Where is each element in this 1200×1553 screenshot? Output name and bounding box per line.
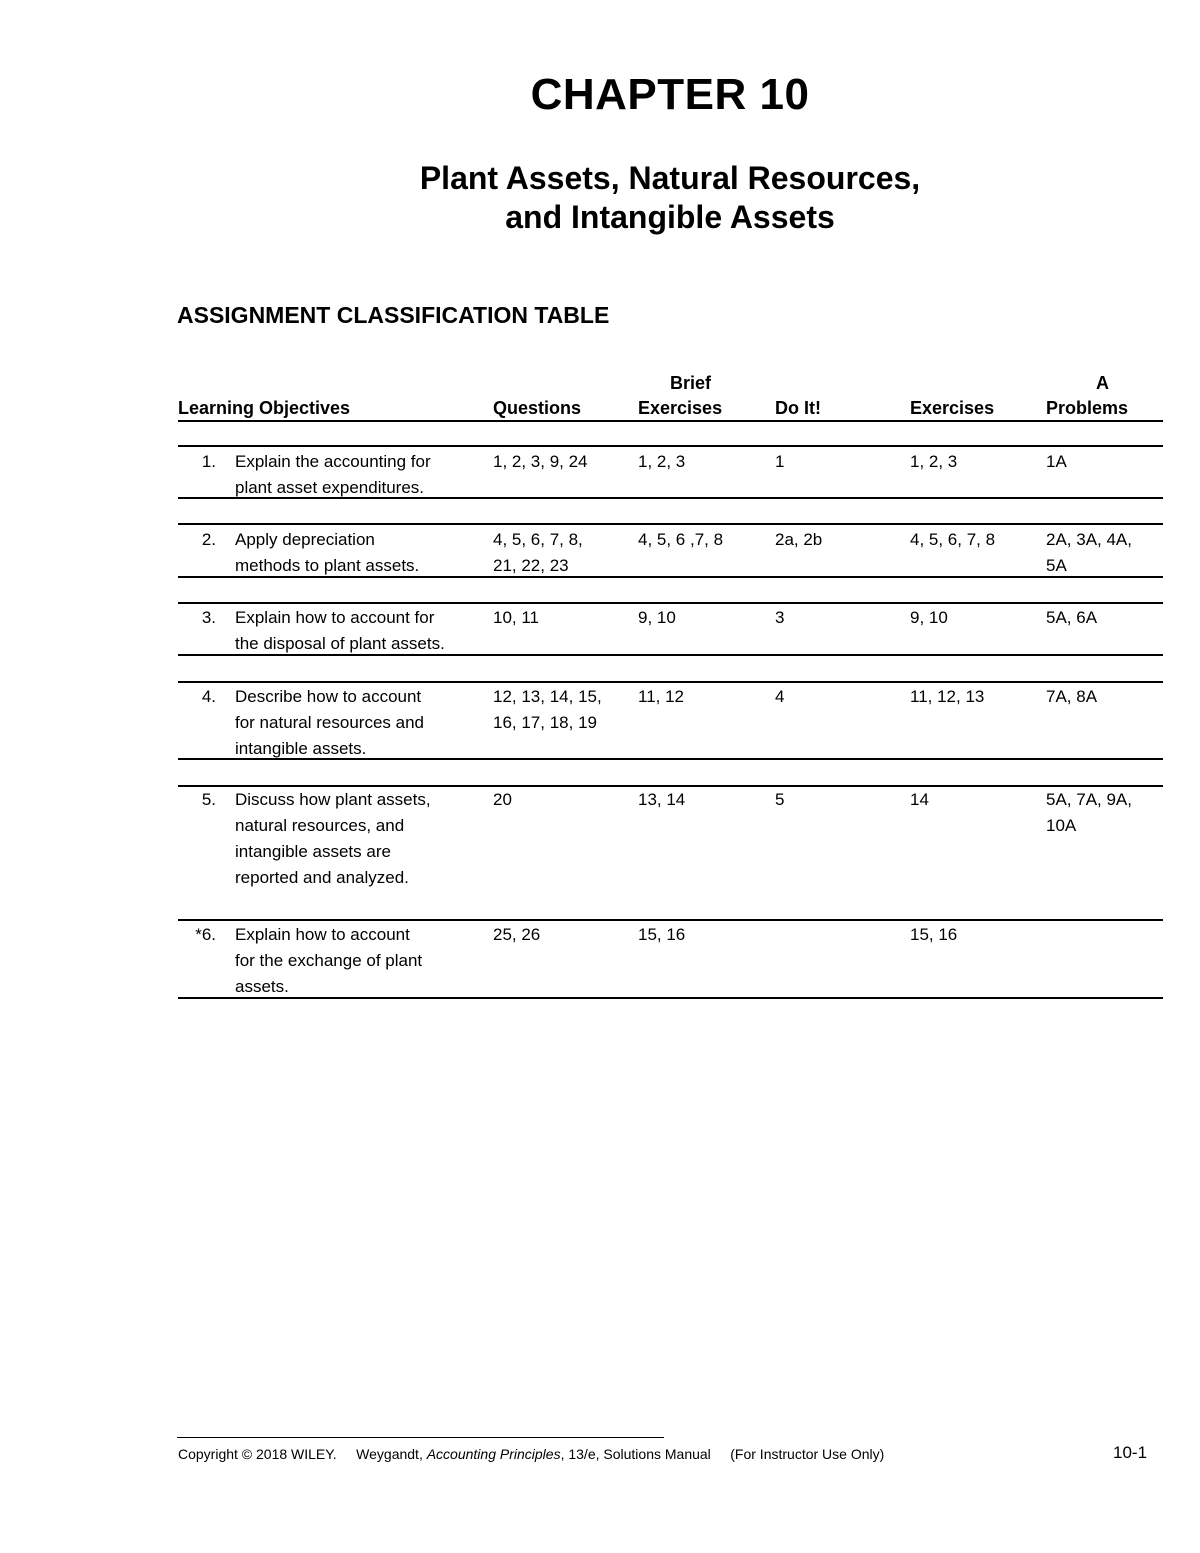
description-line: Explain the accounting for [235, 452, 431, 471]
cell-line: 11, 12 [638, 687, 685, 706]
row-rule [178, 523, 1163, 525]
objective-number: 4. [201, 687, 216, 706]
questions-cell [493, 605, 633, 631]
objective-description [235, 605, 485, 657]
header-brief-exercises: Exercises [638, 398, 723, 418]
cell-line: 1, 2, 3 [638, 452, 686, 471]
cell-line: 4, 5, 6 ,7, 8 [638, 530, 724, 549]
cell-line: 13, 14 [638, 790, 686, 809]
brief-exercises-cell [638, 605, 768, 631]
header-problems-top: A [1096, 373, 1109, 393]
exercises-cell [910, 527, 1040, 553]
brief-exercises-cell [638, 449, 768, 475]
problems-cell [1046, 787, 1161, 839]
footer-author: Weygandt, [356, 1446, 423, 1462]
brief-exercises-cell [638, 922, 768, 948]
section-heading: ASSIGNMENT CLASSIFICATION TABLE [177, 302, 610, 328]
description-line: for the exchange of plant [235, 951, 423, 970]
cell-line: 5A, 7A, 9A, [1046, 790, 1132, 809]
cell-line: 4 [775, 687, 785, 706]
cell-line: 5A, 6A [1046, 608, 1098, 627]
header-rule [178, 420, 1163, 422]
objective-description [235, 449, 485, 501]
cell-line: 25, 26 [493, 925, 541, 944]
page-number: 10-1 [1113, 1443, 1148, 1462]
exercises-cell [910, 449, 1040, 475]
objective-description [235, 787, 485, 891]
brief-exercises-cell [638, 527, 768, 553]
objective-description [235, 684, 485, 762]
questions-cell [493, 684, 633, 736]
cell-line: 9, 10 [910, 608, 948, 627]
chapter-subtitle-line-1: Plant Assets, Natural Resources, [419, 160, 921, 196]
brief-exercises-cell [638, 787, 768, 813]
description-line: intangible assets are [235, 842, 391, 861]
row-rule [178, 681, 1163, 683]
description-line: intangible assets. [235, 739, 367, 758]
problems-cell [1046, 684, 1161, 710]
footer-copyright: Copyright © 2018 WILEY. [178, 1446, 337, 1462]
objective-number: 2. [201, 530, 216, 549]
cell-line: 10, 11 [493, 608, 540, 627]
cell-line: 1, 2, 3, 9, 24 [493, 452, 588, 471]
problems-cell [1046, 605, 1161, 631]
description-line: for natural resources and [235, 713, 424, 732]
cell-line: 15, 16 [638, 925, 686, 944]
cell-line: 1, 2, 3 [910, 452, 958, 471]
header-learning-objectives: Learning Objectives [178, 398, 351, 418]
cell-line: 5A [1046, 556, 1067, 575]
cell-line: 5 [775, 790, 785, 809]
header-problems: Problems [1046, 398, 1129, 418]
chapter-title: CHAPTER 10 [530, 70, 810, 119]
questions-cell [493, 922, 633, 948]
cell-line: 20 [493, 790, 512, 809]
description-line: plant asset expenditures. [235, 478, 425, 497]
cell-line: 14 [910, 790, 929, 809]
description-line: the disposal of plant assets. [235, 634, 445, 653]
chapter-subtitle-line-2: and Intangible Assets [505, 199, 835, 235]
do-it-cell [775, 605, 905, 631]
objective-description [235, 527, 485, 579]
header-do-it: Do It! [775, 398, 821, 418]
cell-line: 11, 12, 13 [910, 687, 985, 706]
objective-number: 1. [201, 452, 216, 471]
do-it-cell [775, 527, 905, 553]
cell-line: 2a, 2b [775, 530, 823, 549]
cell-line: 1 [775, 452, 785, 471]
exercises-cell [910, 922, 1040, 948]
questions-cell [493, 449, 633, 475]
footer-note: (For Instructor Use Only) [730, 1446, 885, 1462]
objective-number: 5. [201, 790, 216, 809]
objective-number: 3. [201, 608, 216, 627]
footer-edition: , 13/e, Solutions Manual [560, 1446, 711, 1462]
problems-cell [1046, 527, 1161, 579]
cell-line: 10A [1046, 816, 1077, 835]
description-line: reported and analyzed. [235, 868, 409, 887]
description-line: Explain how to account [235, 925, 410, 944]
do-it-cell [775, 684, 905, 710]
cell-line: 21, 22, 23 [493, 556, 569, 575]
row-rule [178, 602, 1163, 604]
exercises-cell [910, 605, 1040, 631]
problems-cell [1046, 449, 1161, 475]
objective-number: *6. [195, 925, 216, 944]
footer [178, 1445, 884, 1463]
description-line: Apply depreciation [235, 530, 375, 549]
description-line: natural resources, and [235, 816, 405, 835]
questions-cell [493, 787, 633, 813]
cell-line: 15, 16 [910, 925, 958, 944]
cell-line: 7A, 8A [1046, 687, 1098, 706]
row-rule [178, 919, 1163, 921]
exercises-cell [910, 787, 1040, 813]
footer-book-title: Accounting Principles [426, 1446, 561, 1462]
cell-line: 16, 17, 18, 19 [493, 713, 597, 732]
cell-line: 3 [775, 608, 785, 627]
description-line: Describe how to account [235, 687, 422, 706]
header-brief-top: Brief [670, 373, 712, 393]
cell-line: 4, 5, 6, 7, 8 [910, 530, 996, 549]
cell-line: 9, 10 [638, 608, 676, 627]
cell-line: 2A, 3A, 4A, [1046, 530, 1132, 549]
description-line: assets. [235, 977, 289, 996]
description-line: methods to plant assets. [235, 556, 420, 575]
footer-rule [177, 1437, 664, 1438]
header-questions: Questions [493, 398, 582, 418]
header-exercises: Exercises [910, 398, 995, 418]
row-rule [178, 445, 1163, 447]
description-line: Discuss how plant assets, [235, 790, 431, 809]
cell-line: 12, 13, 14, 15, [493, 687, 602, 706]
description-line: Explain how to account for [235, 608, 435, 627]
questions-cell [493, 527, 633, 579]
cell-line: 4, 5, 6, 7, 8, [493, 530, 583, 549]
exercises-cell [910, 684, 1040, 710]
do-it-cell [775, 449, 905, 475]
do-it-cell [775, 787, 905, 813]
objective-description [235, 922, 485, 1000]
cell-line: 1A [1046, 452, 1067, 471]
brief-exercises-cell [638, 684, 768, 710]
